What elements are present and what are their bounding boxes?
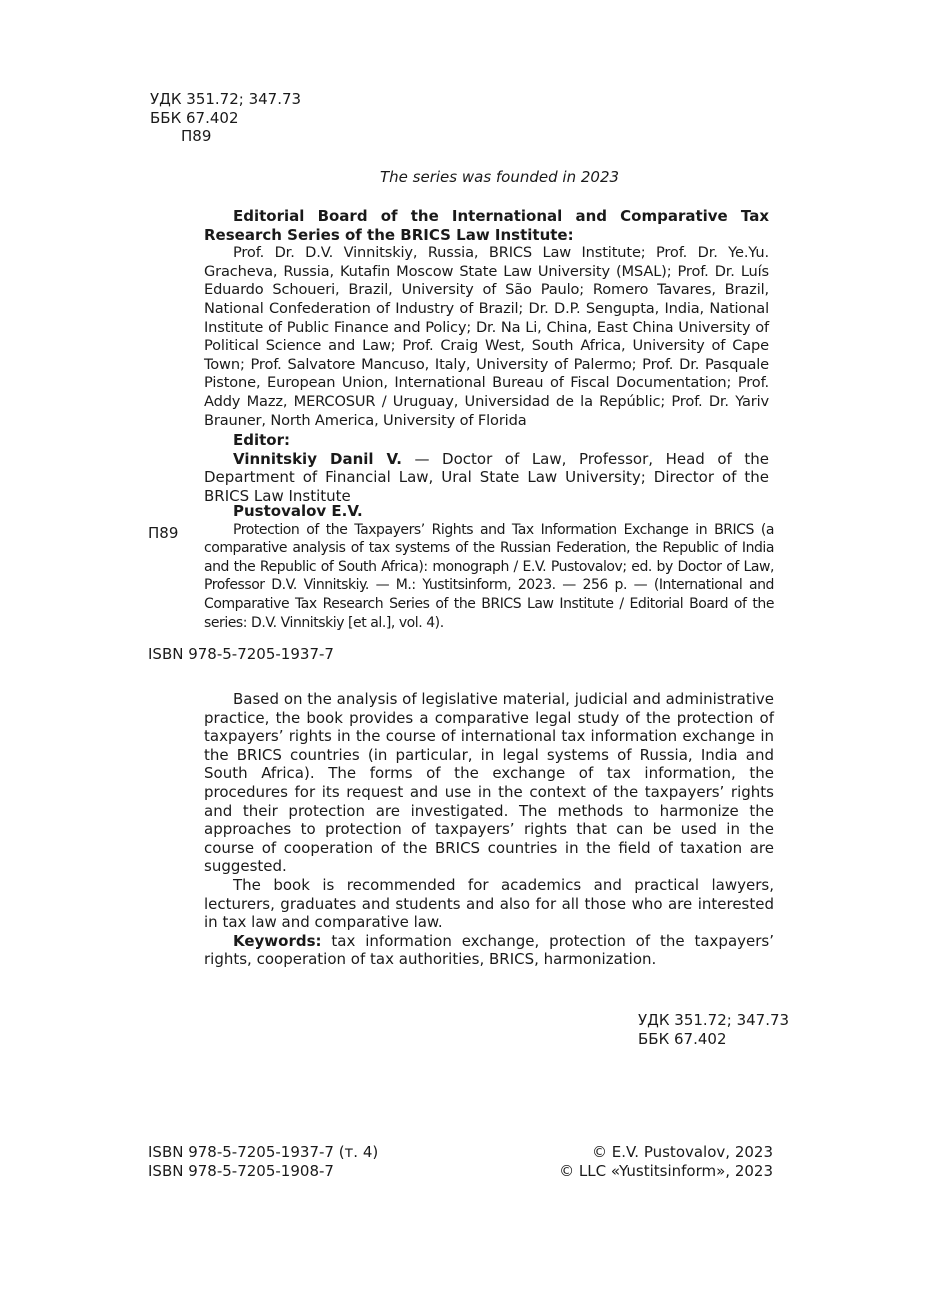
abstract-paragraph-2: The book is recommended for academics and practical lawyers, lecturers, graduates and students and also for all those who are interested in tax law and comparative law. xyxy=(204,875,774,932)
abstract-paragraph-1: Based on the analysis of legislative material, judicial and administrative practice, the book provides a comparative legal study of the protection of taxpayers’ rights in the course of international tax information exchange in the BRICS countries (in particular, in legal systems of Russia, India and South Africa). The forms of the exchange of tax information, the procedures for its request and use in the context of the taxpayers’ rights and their protection are investigated. The methods to harmonize the approaches to protection of taxpayers’ rights that can be used in the course of cooperation of the BRICS countries in the field of taxation are suggested. xyxy=(204,690,774,876)
editorial-board-heading: Editorial Board of the International and Comparative Tax Research Series of the BRICS Law Institute: xyxy=(204,207,769,244)
keywords-text: tax information exchange, protection of the taxpayers’ rights, cooperation of tax authorities, BRICS, harmonization. xyxy=(204,931,774,969)
book-author: Pustovalov E.V. xyxy=(233,502,363,520)
editor-heading: Editor: xyxy=(233,431,290,449)
abstract xyxy=(204,690,774,969)
isbn-volume: ISBN 978-5-7205-1937-7 (т. 4) xyxy=(148,1143,379,1161)
author-mark-side: П89 xyxy=(148,524,179,542)
copyright-block xyxy=(559,1143,773,1180)
bbk-code-bottom: ББК 67.402 xyxy=(638,1029,727,1048)
editor-entry xyxy=(204,450,769,506)
series-note: The series was founded in 2023 xyxy=(380,168,620,186)
editorial-board-members: Prof. Dr. D.V. Vinnitskiy, Russia, BRICS Law Institute; Prof. Dr. Ye.Yu. Gracheva, Russia, Kutafin Moscow State Law University (MSAL); Prof. Dr. Luís Eduardo Schoueri, Brazil, University of São Paulo; Romero Tavares, Brazil, National Confederation of Industry of Brazil; Dr. D.P. Sengupta, India, National Institute of Public Finance and Policy; Dr. Na Li, China, East China University of Political Science and Law; Prof. Craig West, South Africa, University of Cape Town; Prof. Salvatore Mancuso, Italy, University of Palermo; Prof. Dr. Pasquale Pistone, European Union, International Bureau of Fiscal Documentation; Prof. Addy Mazz, MERCOSUR / Uruguay, Universidad de la Repúblic; Prof. Dr. Yariv Brauner, North America, University of Florida xyxy=(204,244,769,429)
copyright-publisher: © LLC «Yustitsinform», 2023 xyxy=(559,1161,773,1180)
isbn-series: ISBN 978-5-7205-1908-7 xyxy=(148,1161,334,1180)
bibliographic-description: Protection of the Taxpayers’ Rights and Tax Information Exchange in BRICS (a comparative analysis of tax systems of the Russian Federation, the Republic of India and the Republic of South Africa): monograph / E.V. Pustovalov; ed. by Doctor of Law, Professor D.V. Vinnitskiy. — M.: Yustitsinform, 2023. — 256 p. — (International and Comparative Tax Research Series of the BRICS Law Institute / Editorial Board of the series: D.V. Vinnitskiy [et al.], vol. 4). xyxy=(204,521,774,631)
editor-name: Vinnitskiy Danil V. xyxy=(233,449,402,468)
editor-block xyxy=(204,431,769,505)
classification-block-top xyxy=(150,90,301,146)
isbn-list xyxy=(148,1143,378,1180)
isbn-main: ISBN 978-5-7205-1937-7 xyxy=(148,645,334,663)
udk-code-bottom: УДК 351.72; 347.73 xyxy=(638,1011,790,1029)
bbk-code: ББК 67.402 xyxy=(150,108,239,127)
classification-block-bottom xyxy=(638,1011,789,1048)
keywords-paragraph xyxy=(204,932,774,969)
editorial-board xyxy=(204,207,769,430)
copyright-author: © E.V. Pustovalov, 2023 xyxy=(591,1143,773,1161)
bibliographic-entry xyxy=(204,502,774,632)
editor-description: — Doctor of Law, Professor, Head of the Department of Financial Law, Ural State Law University; Director of the BRICS Law Institute xyxy=(204,449,769,505)
author-mark: П89 xyxy=(181,127,212,146)
keywords-label: Keywords: xyxy=(233,931,322,950)
udk-code: УДК 351.72; 347.73 xyxy=(150,90,302,108)
